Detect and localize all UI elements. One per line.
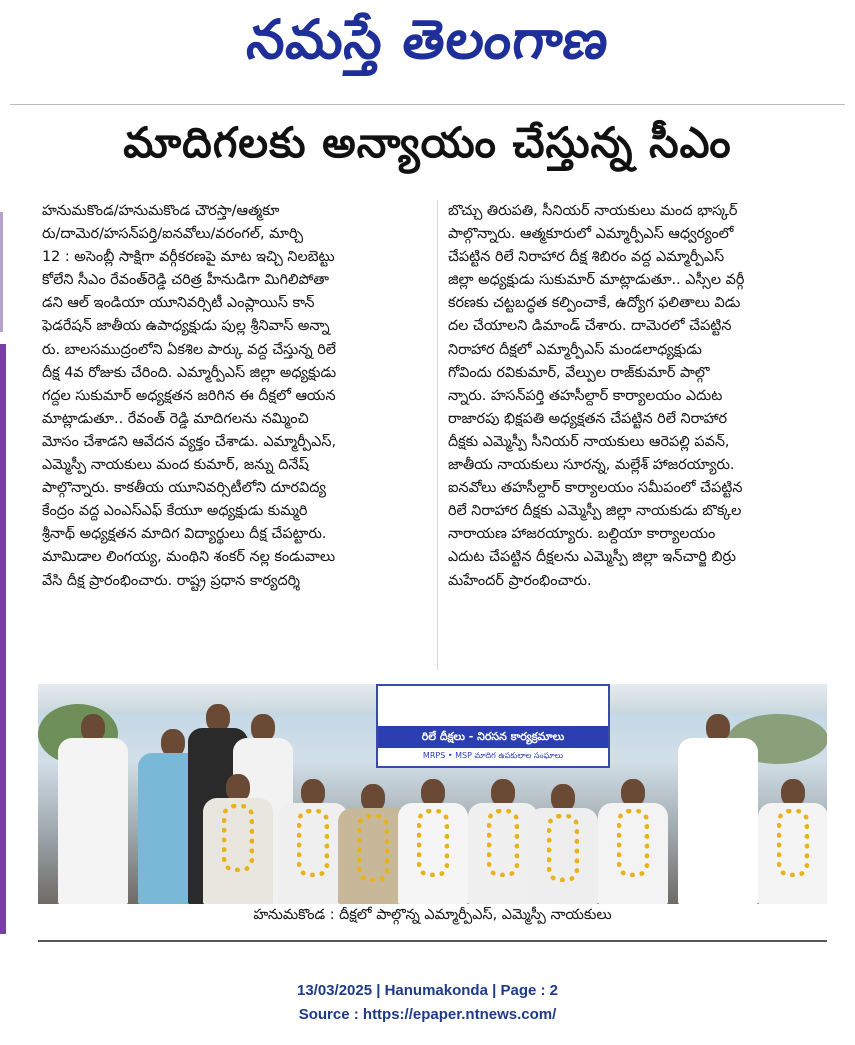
text-line: వేసి దీక్ష ప్రారంభించారు. రాష్ట్ర ప్రధాన కార్యదర్శి: [42, 572, 301, 589]
text-line: కేంద్రం వద్ద ఎంఎస్ఎఫ్ కేయూ అధ్యక్షుడు కుమ్మరి: [42, 503, 308, 520]
text-line: జిల్లా అధ్యక్షుడు సుకుమార్ మాట్లాడుతూ.. ఎస్సీల వర్గీ: [448, 272, 745, 289]
text-line: జాతీయ నాయకులు సూరన్న, మల్లేశ్ హాజరయ్యారు.: [448, 457, 735, 474]
newspaper-title: నమస్తే తెలంగాణ: [244, 8, 613, 71]
text-line: డని ఆల్ ఇండియా యూనివర్సిటీ ఎంప్లాయిస్ కాన్: [42, 295, 315, 312]
banner-subtitle: MRPS • MSP మాదిగ ఉపకులాల సంఘాలు: [378, 748, 608, 764]
person: [678, 714, 758, 904]
text-line: మాట్లాడుతూ.. రేవంత్ రెడ్డి మాదిగలను నమ్మించి: [42, 410, 309, 427]
caption-divider: [38, 940, 827, 942]
banner-title: రిలే దీక్షలు - నిరసన కార్యక్రమాలు: [378, 726, 608, 748]
text-line: ఎదుట చేపట్టిన దీక్షలను ఎమ్మెస్పీ జిల్లా ఇన్‌చార్జి బిర్రు: [448, 549, 737, 566]
text-line: ఫెడరేషన్ జాతీయ ఉపాధ్యక్షుడు పుల్ల శ్రీనివాస్ అన్నా: [42, 318, 330, 335]
person: [398, 779, 468, 904]
person: [528, 784, 598, 904]
text-line: దీక్షకు ఎమ్మెస్పీ సీనియర్ నాయకులు ఆరెపల్లి పవన్,: [448, 433, 730, 450]
person: [203, 774, 273, 904]
text-line: గద్దల సుకుమార్ అధ్యక్షతన జరిగిన ఈ దీక్షలో ఆయన: [42, 387, 336, 404]
text-line: పాల్గొన్నారు. కాకతీయ యూనివర్సిటీలోని దూరవిద్య: [42, 480, 326, 497]
text-line: శ్రీనాథ్ అధ్యక్షతన మాదిగ విద్యార్థులు దీక్ష చేపట్టారు.: [42, 526, 327, 543]
text-line: గోవిందు రవికుమార్, వేల్పుల రాజ్‌కుమార్ పాల్గొ: [448, 364, 710, 381]
text-line: ఎమ్మెస్పీ నాయకులు మంద కుమార్, జన్ను దినేష్: [42, 457, 309, 474]
masthead: [0, 0, 855, 100]
text-line: ఐనవోలు తహసీల్దార్ కార్యాలయం సమీపంలో చేపట్టిన: [448, 480, 743, 497]
text-line: బొచ్చు తిరుపతి, సీనియర్ నాయకులు మంద భాస్కర్: [448, 203, 738, 219]
text-line: నారాయణ హాజరయ్యారు. బల్దియా కార్యాలయం: [448, 526, 716, 543]
text-line: దల చేయాలని డిమాండ్ చేశారు. దామెరలో చేపట్టిన: [448, 318, 732, 335]
text-line: న్నారు. హసన్‌పర్తి తహసీల్దార్ కార్యాలయం ఎదుట: [448, 387, 723, 404]
text-line: దీక్ష 4వ రోజుకు చేరింది. ఎమ్మార్పీఎస్ జిల్లా అధ్యక్షుడు: [42, 364, 337, 381]
text-line: మోసం చేశాడని ఆవేదన వ్యక్తం చేశాడు. ఎమ్మార్పీఎస్,: [42, 433, 337, 450]
article-right-column: [448, 200, 828, 593]
left-accent-bar: [0, 344, 6, 934]
text-line: మామిడాల లింగయ్య, మంథిని శంకర్ నల్ల కండువాలు: [42, 549, 336, 566]
person: [758, 779, 827, 904]
top-divider: [10, 104, 845, 105]
text-line: నిరాహార దీక్షలో ఎమ్మార్పీఎస్ మండలాధ్యక్షుడు: [448, 341, 702, 358]
text-line: హనుమకొండ/హనుమకొండ చౌరస్తా/ఆత్మకూ: [42, 203, 280, 219]
photo-caption: హనుమకొండ : దీక్షలో పాల్గొన్న ఎమ్మార్పీఎస్, ఎమ్మెస్పీ నాయకులు: [253, 907, 612, 923]
text-line: రు/దామెర/హసన్‌పర్తి/ఐనవోలు/వరంగల్, మార్చి: [42, 226, 304, 243]
text-line: రు. బాలసముద్రంలోని ఏకశిల పార్కు వద్ద చేస్తున్న రిలే: [42, 341, 336, 358]
text-line: మహేందర్ ప్రారంభించారు.: [448, 572, 592, 589]
text-line: 12 : అసెంబ్లీ సాక్షిగా వర్గీకరణపై మాట ఇచ్చి నిలబెట్టు: [42, 249, 335, 266]
article-headline: మాదిగలకు అన్యాయం చేస్తున్న సీఎం: [123, 118, 732, 167]
footer-source: Source : https://epaper.ntnews.com/: [298, 1006, 557, 1023]
column-divider: [437, 200, 438, 670]
person: [598, 779, 668, 904]
article-left-column: [42, 200, 432, 593]
footer-date-page: 13/03/2025 | Hanumakonda | Page : 2: [296, 982, 558, 999]
left-accent-bar-light: [0, 212, 3, 332]
text-line: కోలేని సీఎం రేవంత్‌రెడ్డి చరిత్ర హీనుడిగా మిగిలిపోతా: [42, 272, 329, 289]
text-line: రిలే నిరాహార దీక్షకు ఎమ్మెస్పీ జిల్లా నాయకుడు బొక్కల: [448, 503, 742, 520]
text-line: పాల్గొన్నారు. ఆత్మకూరులో ఎమ్మార్పీఎస్ ఆధ్వర్యంలో: [448, 226, 734, 243]
text-line: రాజారపు భిక్షపతి అధ్యక్షతన చేపట్టిన రిలే నిరాహార: [448, 410, 728, 427]
person: [58, 714, 128, 904]
news-photo: [38, 684, 827, 904]
text-line: కరణకు చట్టబద్ధత కల్పించాకే, ఉద్యోగ ఫలితాలు విడు: [448, 295, 741, 312]
text-line: చేపట్టిన రిలే నిరాహార దీక్ష శిబిరం వద్ద ఎమ్మార్పీఎస్: [448, 249, 725, 266]
protest-banner: [376, 684, 610, 768]
